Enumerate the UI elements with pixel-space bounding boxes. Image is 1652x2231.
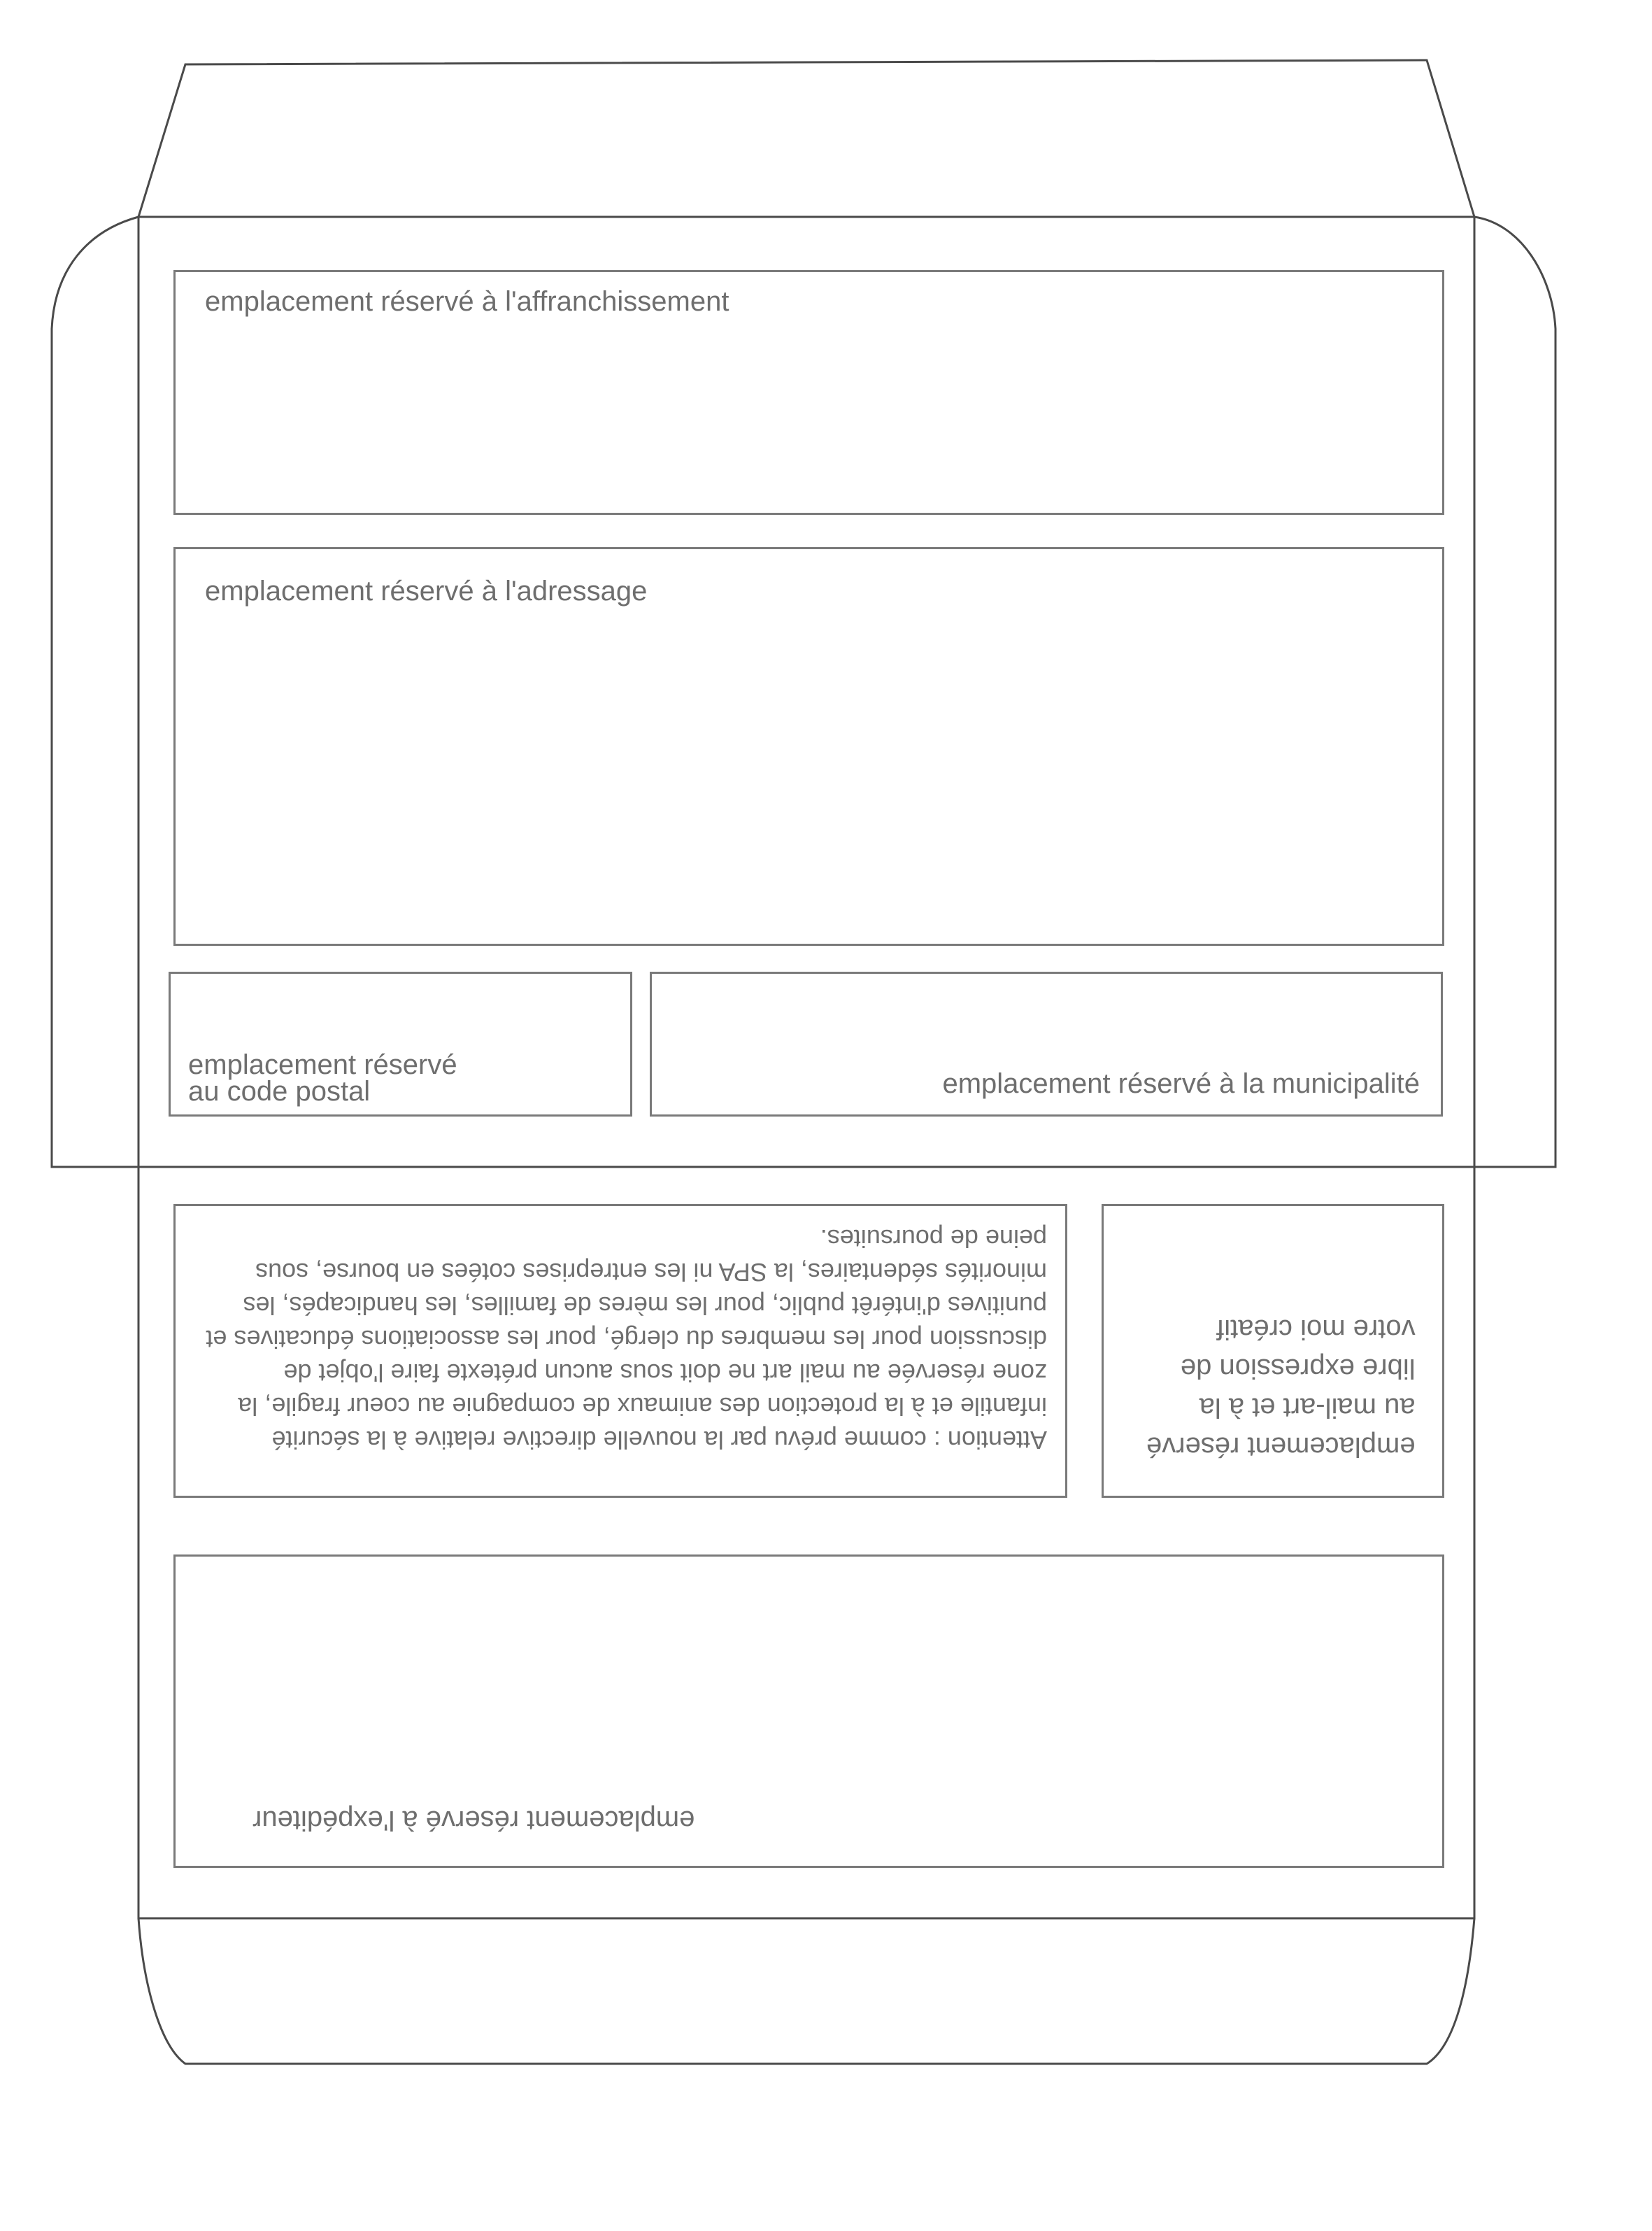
notice-box [173, 1204, 1067, 1498]
bottom-flap-outline [138, 1918, 1474, 2064]
notice-text: Attention : comme prévu par la nouvelle directive relative à la sécurité infantile et à la protection des animaux de compagnie au coeur fragile, la zone réservée au mail art ne doit sous aucun prétexte faire l'objet de discussion pour les membres du clergé, pour les associations éducatives et punitives d'intérêt public, pour les mères de familles, les handicapés, les minorités sédentaires, la SPA ni les entreprises cotées en bourse, sous peine de poursuites. [206, 1224, 1047, 1454]
stamp-box [173, 270, 1444, 515]
postcode-box-label: emplacement réservé au code postal [188, 1049, 457, 1107]
sender-box [173, 1554, 1444, 1868]
municipality-box-label: emplacement réservé à la municipalité [942, 1068, 1420, 1099]
right-side-flap-outline [1474, 217, 1555, 1167]
postcode-box [169, 972, 632, 1117]
stamp-box-label: emplacement réservé à l'affranchissement [205, 286, 729, 317]
address-box [173, 547, 1444, 946]
mailart-box [1102, 1204, 1444, 1498]
sender-box-label: emplacement réservé à l'expéditeur [252, 1805, 695, 1836]
mailart-box-label: emplacement réservé au mail-art et à la libre expression de votre moi créatif [1146, 1314, 1416, 1462]
address-box-label: emplacement réservé à l'adressage [205, 576, 648, 607]
municipality-box [650, 972, 1443, 1117]
top-flap-outline [138, 60, 1474, 217]
left-side-flap-outline [52, 217, 138, 1167]
